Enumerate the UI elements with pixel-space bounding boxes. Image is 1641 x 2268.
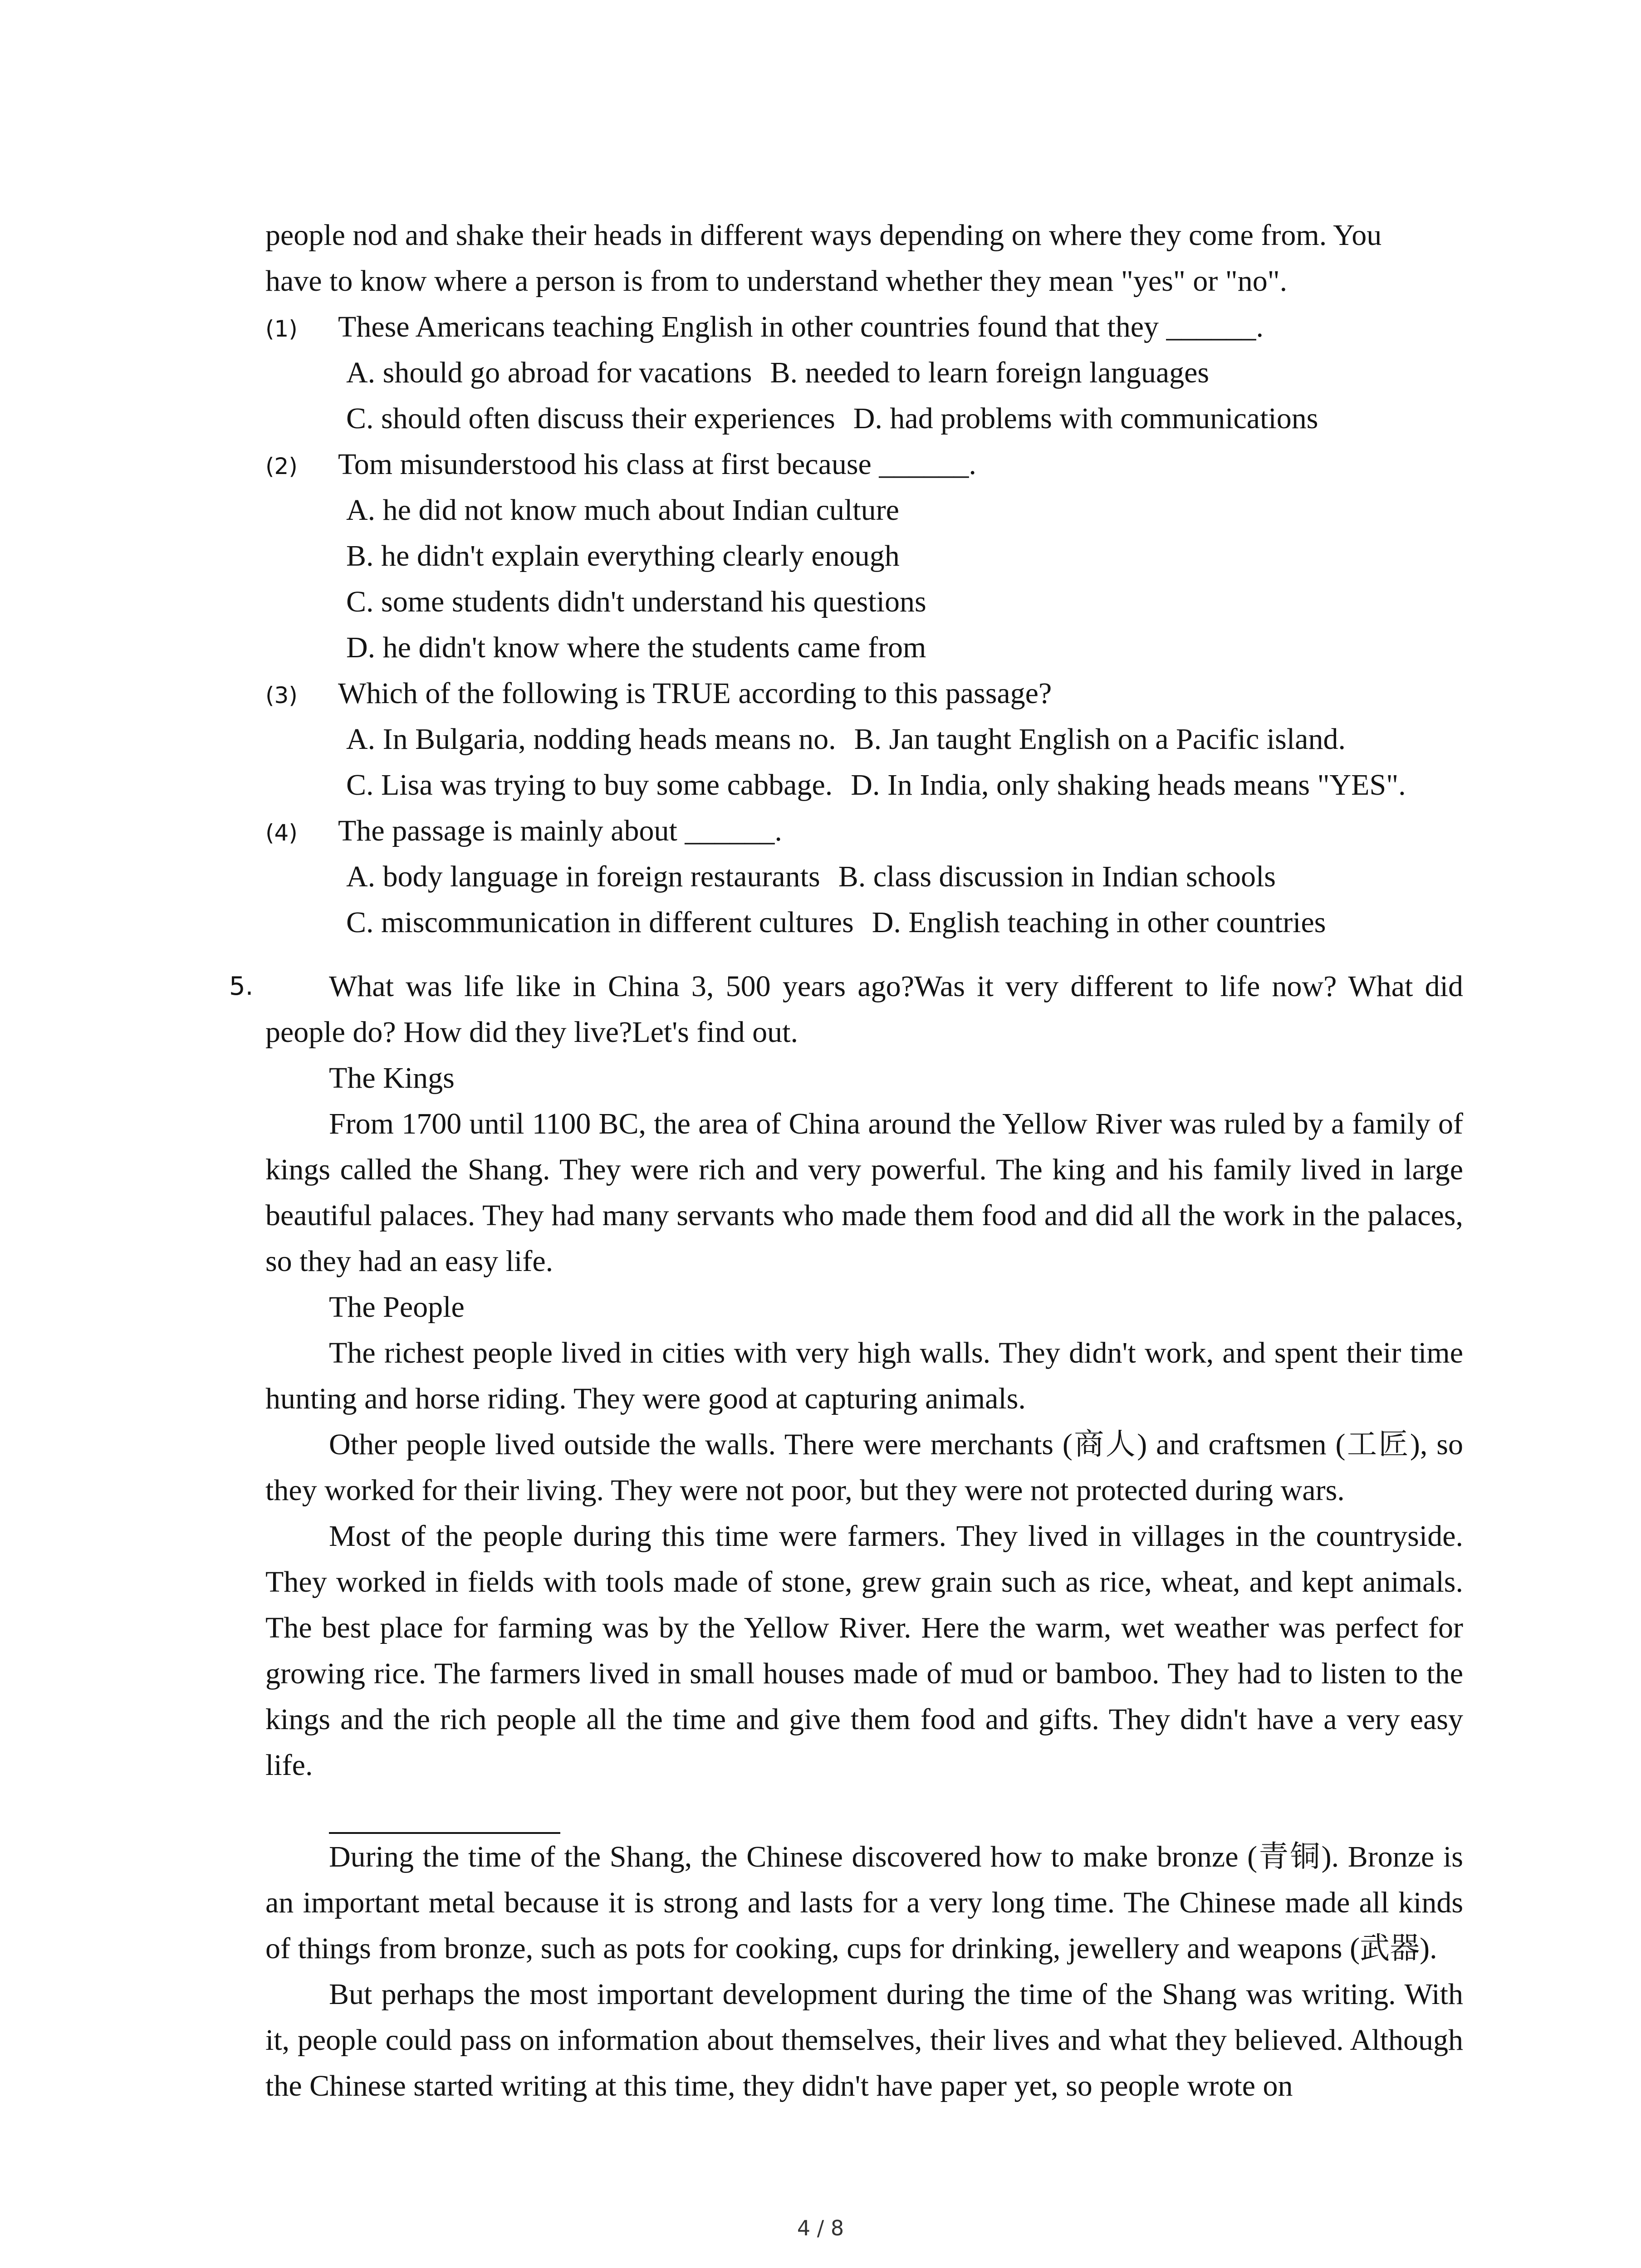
- item-5: [229, 963, 1463, 2109]
- option-c: C. Lisa was trying to buy some cabbage.: [346, 768, 833, 802]
- question-number: (2): [265, 453, 298, 479]
- option-a: A. In Bulgaria, nodding heads means no.: [346, 723, 836, 756]
- option-line: [265, 350, 1463, 396]
- option-line: [265, 579, 1463, 625]
- option-c: C. some students didn't understand his questions: [346, 585, 926, 618]
- question-number: (3): [265, 682, 298, 709]
- option-line: [265, 396, 1463, 441]
- option-line: [265, 762, 1463, 808]
- option-line: [265, 487, 1463, 533]
- option-c: C. miscommunication in different cultures: [346, 906, 854, 939]
- option-line: [265, 716, 1463, 762]
- paragraph-people-2: Other people lived outside the walls. There were merchants (商人) and craftsmen (工匠), so they worked for their living. They were not poor, but they were not protected during wars.: [265, 1428, 1463, 1507]
- page-number: 4 / 8: [797, 2216, 844, 2240]
- paragraph-people-3: Most of the people during this time were farmers. They lived in villages in the countryside. They worked in fields with tools made of stone, grew grain such as rice, wheat, and kept animals. The best place for farming was by the Yellow River. Here the warm, wet weather was perfect for growing rice. The farmers lived in small houses made of mud or bamboo. They had to listen to the kings and the rich people all the time and give them food and gifts. They didn't have a very easy life.: [265, 1520, 1463, 1782]
- option-d: D. English teaching in other countries: [872, 906, 1326, 939]
- option-a: A. body language in foreign restaurants: [346, 860, 820, 893]
- question-number: (4): [265, 820, 298, 846]
- heading-blank[interactable]: [329, 1788, 560, 1834]
- option-c: C. should often discuss their experiences: [346, 402, 835, 435]
- option-a: A. he did not know much about Indian culture: [346, 494, 899, 527]
- passage-text-line: have to know where a person is from to understand whether they mean "yes" or "no".: [265, 264, 1288, 298]
- passage-intro: What was life like in China 3, 500 years ago?Was it very different to life now? What did people do? How did they live?Let's find out.: [265, 970, 1463, 1049]
- question-2: [265, 441, 1463, 487]
- passage-text-line: people nod and shake their heads in different ways depending on where they come from. You: [265, 219, 1382, 252]
- option-a: A. should go abroad for vacations: [346, 356, 752, 389]
- item-number: 5.: [229, 972, 254, 1001]
- paragraph-people-1: The richest people lived in cities with very high walls. They didn't work, and spent their time hunting and horse riding. They were good at capturing animals.: [265, 1336, 1463, 1415]
- question-stem: The passage is mainly about ______.: [338, 814, 782, 847]
- option-d: D. he didn't know where the students came from: [346, 631, 926, 664]
- question-number: (1): [265, 316, 298, 342]
- option-line: [265, 854, 1463, 899]
- page-content: [229, 212, 1463, 2109]
- option-line: [265, 625, 1463, 670]
- question-stem: Which of the following is TRUE according to this passage?: [338, 677, 1052, 710]
- option-line: [265, 533, 1463, 579]
- option-d: D. had problems with communications: [853, 402, 1318, 435]
- option-b: B. he didn't explain everything clearly enough: [346, 539, 900, 572]
- paragraph-bronze: During the time of the Shang, the Chinese discovered how to make bronze (青铜). Bronze is an important metal because it is strong and lasts for a very long time. The Chinese made all kinds of things from bronze, such as pots for cooking, cups for drinking, jewellery and weapons (武器).: [265, 1840, 1463, 1965]
- question-4: [265, 808, 1463, 854]
- option-line: [265, 899, 1463, 945]
- paragraph-writing: But perhaps the most important development during the time of the Shang was writing. With it, people could pass on information about themselves, their lives and what they believed. Although the Chinese started writing at this time, they didn't have paper yet, so people wrote on: [265, 1978, 1463, 2102]
- question-stem: Tom misunderstood his class at first because ______.: [338, 448, 976, 481]
- question-1: [265, 304, 1463, 350]
- option-d: D. In India, only shaking heads means "YES".: [851, 768, 1406, 802]
- question-stem: These Americans teaching English in other countries found that they ______.: [338, 310, 1264, 343]
- option-b: B. class discussion in Indian schools: [838, 860, 1276, 893]
- question-3: [265, 670, 1463, 716]
- option-b: B. needed to learn foreign languages: [770, 356, 1210, 389]
- section-heading-kings: The Kings: [329, 1061, 455, 1095]
- paragraph-kings: From 1700 until 1100 BC, the area of China around the Yellow River was ruled by a family of kings called the Shang. They were rich and very powerful. The king and his family lived in large beautiful palaces. They had many servants who made them food and did all the work in the palaces, so they had an easy life.: [265, 1107, 1463, 1278]
- option-b: B. Jan taught English on a Pacific island.: [854, 723, 1346, 756]
- section-heading-people: The People: [329, 1290, 465, 1324]
